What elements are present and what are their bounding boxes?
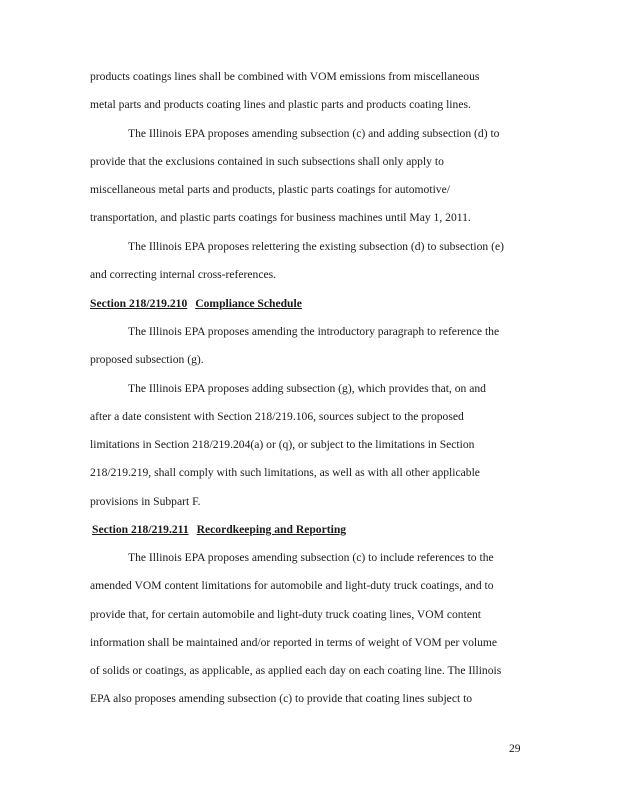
paragraph-line: limitations in Section 218/219.204(a) or (q), or subject to the limitations in Section xyxy=(90,438,475,451)
paragraph-line: metal parts and products coating lines and plastic parts and products coating lines. xyxy=(90,98,471,111)
paragraph-line: after a date consistent with Section 218/219.106, sources subject to the proposed xyxy=(90,410,464,423)
page-number: 29 xyxy=(509,742,521,755)
paragraph-line: miscellaneous metal parts and products, plastic parts coatings for automotive/ xyxy=(90,183,450,196)
section-title: Recordkeeping and Reporting xyxy=(196,523,347,536)
paragraph-line: The Illinois EPA proposes amending the introductory paragraph to reference the xyxy=(128,325,500,338)
paragraph-line: The Illinois EPA proposes amending subsection (c) and adding subsection (d) to xyxy=(128,127,500,140)
paragraph-line: 218/219.219, shall comply with such limitations, as well as with all other applicable xyxy=(90,466,480,479)
paragraph-line: provide that the exclusions contained in such subsections shall only apply to xyxy=(90,155,444,168)
section-heading-recordkeeping xyxy=(92,523,346,537)
paragraph-line: proposed subsection (g). xyxy=(90,353,204,366)
paragraph-line: amended VOM content limitations for automobile and light-duty truck coatings, and to xyxy=(90,579,494,592)
paragraph-line: transportation, and plastic parts coatings for business machines until May 1, 2011. xyxy=(90,211,471,224)
section-number: Section 218/219.210 xyxy=(90,297,188,310)
paragraph-line: provide that, for certain automobile and light-duty truck coating lines, VOM content xyxy=(90,608,481,621)
paragraph-line: information shall be maintained and/or reported in terms of weight of VOM per volume xyxy=(90,636,498,649)
paragraph-line: and correcting internal cross-references. xyxy=(90,268,277,281)
paragraph-line: products coatings lines shall be combined with VOM emissions from miscellaneous xyxy=(90,70,480,83)
paragraph-line: provisions in Subpart F. xyxy=(90,495,201,508)
section-title: Compliance Schedule xyxy=(195,297,302,310)
paragraph-line: The Illinois EPA proposes amending subsection (c) to include references to the xyxy=(128,551,494,564)
paragraph-line: of solids or coatings, as applicable, as applied each day on each coating line. The Illinois xyxy=(90,664,502,677)
section-number: Section 218/219.211 xyxy=(92,523,189,536)
paragraph-line: The Illinois EPA proposes relettering the existing subsection (d) to subsection (e) xyxy=(128,240,504,253)
section-heading-compliance-schedule xyxy=(90,297,302,311)
paragraph-line: The Illinois EPA proposes adding subsection (g), which provides that, on and xyxy=(128,382,486,395)
paragraph-line: EPA also proposes amending subsection (c) to provide that coating lines subject to xyxy=(90,692,473,705)
